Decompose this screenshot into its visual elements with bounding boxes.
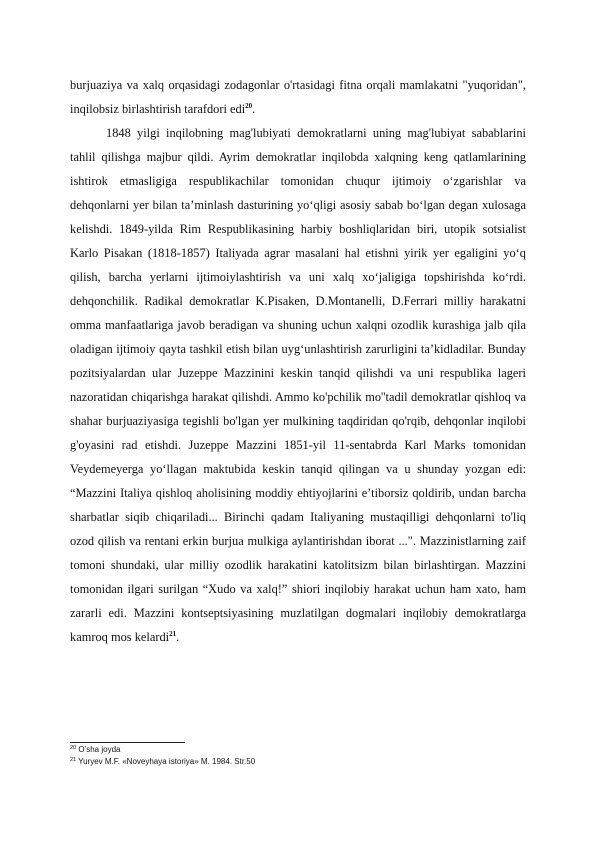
paragraph-1-text: burjuaziya va xalq orqasidagi zodagonlar o'rtasidagi fitna orqali mamlakatni "yuqoridan", inqilobsiz birlashtirish tarafdori edi bbox=[70, 78, 526, 116]
footnote-text: Yuryev M.F. «Noveyhaya istoriya» M. 1984. Str.50 bbox=[78, 757, 256, 766]
paragraph-2 bbox=[70, 121, 526, 649]
footnote-number: 21 bbox=[70, 757, 77, 763]
footnote-ref-21[interactable]: 21 bbox=[169, 630, 177, 638]
footnote-20 bbox=[70, 744, 526, 756]
paragraph-1-tail: . bbox=[252, 102, 256, 116]
footnote-number: 20 bbox=[70, 745, 77, 751]
paragraph-2-text: 1848 yilgi inqilobning mag'lubiyati demokratlarni uning mag'lubiyat sabablarini tahlil qilishga majbur qildi. Ayrim demokratlar inqilobda xalqning keng qatlamlarining ishtirok etmasligiga respublikachilar tomonidan chuqur ijtimoiy o‘zgarishlar va dehqonlarni yer bilan ta’minlash dasturining yo‘qligi asosiy sabab bo‘lgan degan xulosaga kelishdi. 1849-yilda Rim Respublikasining harbiy boshliqlaridan biri, utopik sotsialist Karlo Pisakan (1818-1857) Italiyada agrar masalani hal etishni yirik yer egaligini yo‘q qilish, barcha yerlarni ijtimoiylashtirish va uni xalq xo‘jaligiga topshirishda ko‘rdi. dehqonchilik. Radikal demokratlar K.Pisaken, D.Montanelli, D.Ferrari milliy harakatni omma manfaatlariga javob beradigan va shuning uchun xalqni ozodlik kurashiga jalb qila oladigan ijtimoiy qayta tashkil etish bilan uyg‘unlashtirish zarurligini ta’kidladilar. Bunday pozitsiyalardan ular Juzeppe Mazzinini keskin tanqid qilishdi va uni respublika lageri nazoratidan chiqarishga harakat qilishdi. Ammo ko'pchilik mo''tadil demokratlar qishloq va shahar burjuaziyasiga tegishli bo'lgan yer mulkining taqdiridan qo'rqib, dehqonlar inqilobi g'oyasini rad etishdi. Juzeppe Mazzini 1851-yil 11-sentabrda Karl Marks tomonidan Veydemeyerga yo‘llagan maktubida keskin tanqid qilingan va u shunday yozgan edi: “Mazzini Italiya qishloq aholisining moddiy ehtiyojlarini e’tiborsiz qoldirib, undan barcha sharbatlar siqib chiqariladi... Birinchi qadam Italiyaning mustaqilligi dehqonlarni to'liq ozod qilish va rentani erkin burjua mulkiga aylantirishdan iborat ...". Mazzinistlarning zaif tomoni shundaki, ular milliy ozodlik harakatini katolitsizm bilan birlashtirgan. Mazzini tomonidan ilgari surilgan “Xudo va xalq!” shiori inqilobiy harakat uchun ham xato, ham zararli edi. Mazzini kontseptsiyasining muzlatilgan dogmalari inqilobiy demokratlarga kamroq mos kelardi bbox=[70, 126, 526, 644]
page-body bbox=[70, 73, 526, 649]
footnote-ref-20[interactable]: 20 bbox=[245, 102, 253, 110]
footnote-text: O’sha joyda bbox=[78, 745, 121, 754]
paragraph-1 bbox=[70, 73, 526, 121]
footnotes bbox=[70, 744, 526, 768]
footnote-21 bbox=[70, 756, 526, 768]
paragraph-2-tail: . bbox=[176, 630, 180, 644]
footnote-separator bbox=[70, 742, 185, 743]
